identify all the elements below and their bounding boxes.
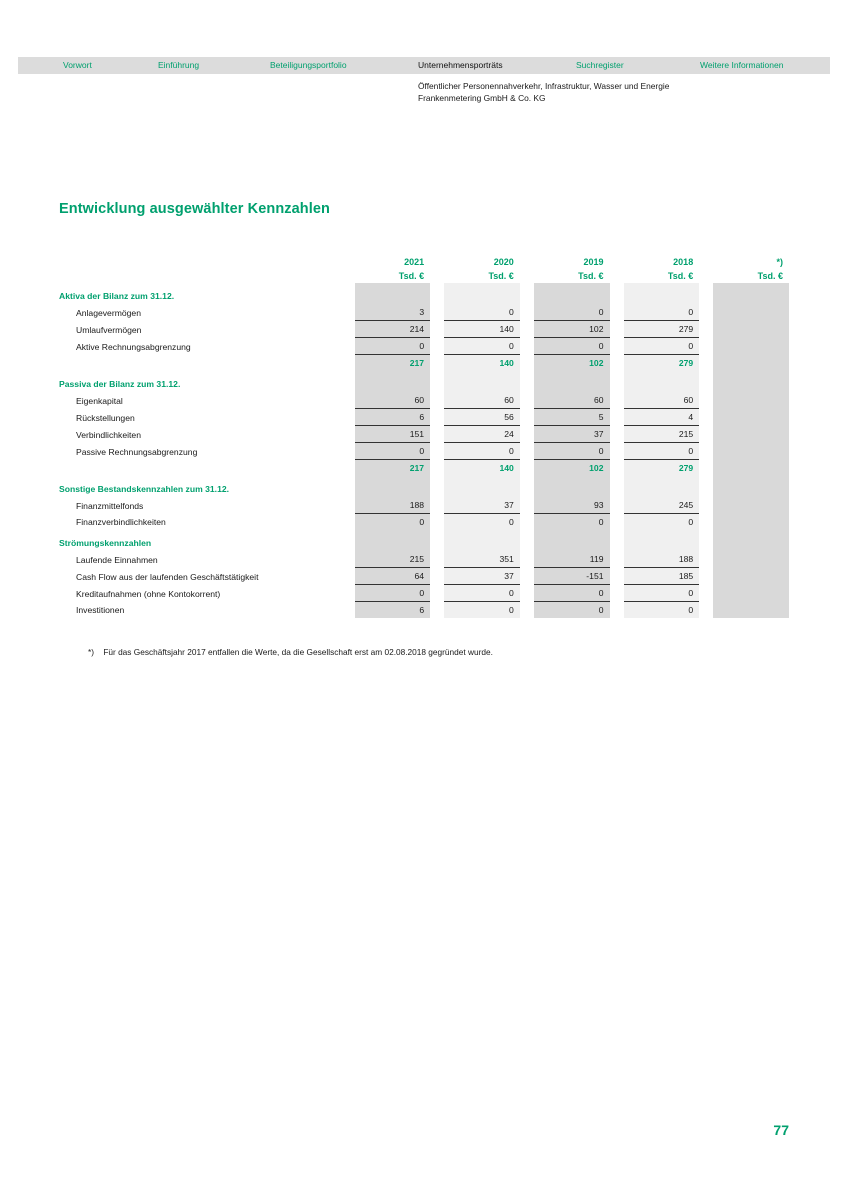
header-year-2020: 2020 bbox=[493, 257, 514, 267]
row-label: Aktive Rechnungsabgrenzung bbox=[76, 341, 191, 352]
group-spacer-cell bbox=[444, 476, 519, 497]
footnote-column-cell bbox=[713, 551, 789, 568]
row-value: 215 bbox=[355, 551, 430, 568]
row-value: 0 bbox=[624, 338, 699, 355]
row-value: 0 bbox=[534, 338, 609, 355]
row-value: 24 bbox=[444, 426, 519, 443]
document-header bbox=[418, 80, 669, 104]
footnote-column-cell bbox=[713, 338, 789, 355]
nav-item-beteiligungsportfolio[interactable]: Beteiligungsportfolio bbox=[270, 60, 347, 70]
page-title: Entwicklung ausgewählter Kennzahlen bbox=[59, 201, 330, 217]
row-label: Kreditaufnahmen (ohne Kontokorrent) bbox=[76, 588, 221, 599]
gap bbox=[699, 255, 713, 269]
row-value: 185 bbox=[624, 568, 699, 585]
table-row bbox=[59, 568, 789, 585]
table-header-units bbox=[59, 269, 789, 283]
group-spacer-cell bbox=[444, 530, 519, 551]
header-spacer bbox=[59, 255, 355, 269]
kpi-table bbox=[59, 255, 789, 618]
table-group-heading bbox=[59, 371, 789, 392]
group-spacer-cell bbox=[534, 371, 609, 392]
row-value: 0 bbox=[444, 338, 519, 355]
footnote-column-cell bbox=[713, 283, 789, 304]
table-header-years bbox=[59, 255, 789, 269]
row-label: Investitionen bbox=[76, 605, 125, 615]
row-value: 60 bbox=[534, 392, 609, 409]
row-value: 56 bbox=[444, 409, 519, 426]
footnote-column-cell bbox=[713, 460, 789, 477]
footnote-column-cell bbox=[713, 497, 789, 514]
row-value: 37 bbox=[444, 497, 519, 514]
footnote-column-cell bbox=[713, 568, 789, 585]
table-row bbox=[59, 585, 789, 602]
group-spacer-cell bbox=[444, 371, 519, 392]
row-value: 6 bbox=[355, 409, 430, 426]
header-year-footnote: *) bbox=[776, 257, 783, 267]
header-year-2018: 2018 bbox=[673, 257, 694, 267]
table-row bbox=[59, 338, 789, 355]
group-label-passiva: Passiva der Bilanz zum 31.12. bbox=[59, 379, 181, 389]
table-group-heading bbox=[59, 530, 789, 551]
footnote-column-cell bbox=[713, 304, 789, 321]
sum-value: 217 bbox=[355, 460, 430, 477]
row-value: 64 bbox=[355, 568, 430, 585]
row-value: 60 bbox=[355, 392, 430, 409]
group-spacer-cell bbox=[355, 476, 430, 497]
gap bbox=[699, 269, 713, 283]
gap bbox=[430, 255, 444, 269]
sum-label bbox=[59, 355, 355, 372]
row-value: 279 bbox=[624, 321, 699, 338]
header-unit-5: Tsd. € bbox=[757, 271, 783, 281]
sum-value: 279 bbox=[624, 460, 699, 477]
table-row bbox=[59, 304, 789, 321]
table-row bbox=[59, 514, 789, 531]
footnote-column-cell bbox=[713, 602, 789, 619]
nav-item-unternehmensportraets[interactable]: Unternehmensporträts bbox=[418, 60, 503, 70]
header-unit-1: Tsd. € bbox=[398, 271, 425, 281]
footnote bbox=[88, 647, 493, 657]
nav-item-einfuehrung[interactable]: Einführung bbox=[158, 60, 200, 70]
table-row bbox=[59, 443, 789, 460]
row-value: 102 bbox=[534, 321, 609, 338]
row-label: Verbindlichkeiten bbox=[76, 429, 141, 440]
group-spacer-cell bbox=[355, 371, 430, 392]
row-value: 37 bbox=[444, 568, 519, 585]
sum-value: 140 bbox=[444, 460, 519, 477]
table-group-heading bbox=[59, 476, 789, 497]
row-value: 0 bbox=[534, 443, 609, 460]
row-label: Anlagevermögen bbox=[76, 307, 141, 318]
gap bbox=[610, 255, 624, 269]
header-spacer bbox=[59, 269, 355, 283]
row-value: 188 bbox=[355, 497, 430, 514]
row-value: 0 bbox=[355, 514, 430, 531]
row-value: 0 bbox=[624, 514, 699, 531]
sum-label bbox=[59, 460, 355, 477]
nav-item-suchregister[interactable]: Suchregister bbox=[576, 60, 624, 70]
group-spacer-cell bbox=[624, 476, 699, 497]
row-value: 0 bbox=[444, 304, 519, 321]
row-value: 140 bbox=[444, 321, 519, 338]
footnote-column-cell bbox=[713, 530, 789, 551]
row-value: 5 bbox=[534, 409, 609, 426]
row-value: 0 bbox=[534, 304, 609, 321]
footnote-column-cell bbox=[713, 514, 789, 531]
group-label-sonstige-bestandskennzahlen: Sonstige Bestandskennzahlen zum 31.12. bbox=[59, 484, 230, 494]
row-value: 3 bbox=[355, 304, 430, 321]
row-label: Passive Rechnungsabgrenzung bbox=[76, 446, 198, 457]
row-value: 60 bbox=[444, 392, 519, 409]
row-value: 0 bbox=[624, 304, 699, 321]
row-label: Finanzmittelfonds bbox=[76, 500, 144, 511]
table-row bbox=[59, 497, 789, 514]
row-value: 0 bbox=[444, 585, 519, 602]
row-value: 4 bbox=[624, 409, 699, 426]
row-label: Eigenkapital bbox=[76, 395, 123, 406]
top-navigation-bar bbox=[18, 57, 830, 74]
row-value: 214 bbox=[355, 321, 430, 338]
group-spacer-cell bbox=[624, 283, 699, 304]
row-value: 351 bbox=[444, 551, 519, 568]
row-value: 119 bbox=[534, 551, 609, 568]
gap bbox=[610, 269, 624, 283]
row-value: 245 bbox=[624, 497, 699, 514]
row-value: 60 bbox=[624, 392, 699, 409]
row-value: 0 bbox=[355, 443, 430, 460]
group-label-stroemungskennzahlen: Strömungskennzahlen bbox=[59, 538, 152, 548]
table-sum-row bbox=[59, 460, 789, 477]
group-spacer-cell bbox=[624, 530, 699, 551]
table-row bbox=[59, 392, 789, 409]
row-label: Umlaufvermögen bbox=[76, 324, 142, 335]
footnote-column-cell bbox=[713, 355, 789, 372]
kpi-table-container bbox=[59, 255, 789, 618]
header-year-2019: 2019 bbox=[583, 257, 604, 267]
header-unit-4: Tsd. € bbox=[667, 271, 694, 281]
table-row bbox=[59, 551, 789, 568]
header-unit-3: Tsd. € bbox=[578, 271, 604, 281]
group-spacer-cell bbox=[355, 283, 430, 304]
row-value: 0 bbox=[444, 514, 519, 531]
header-year-2021: 2021 bbox=[404, 257, 425, 267]
footnote-column-cell bbox=[713, 443, 789, 460]
row-value: 0 bbox=[624, 443, 699, 460]
row-value: -151 bbox=[534, 568, 609, 585]
row-value: 93 bbox=[534, 497, 609, 514]
footnote-column-cell bbox=[713, 392, 789, 409]
row-value: 0 bbox=[624, 602, 699, 619]
row-value: 0 bbox=[355, 338, 430, 355]
page-number: 77 bbox=[773, 1122, 789, 1138]
row-value: 6 bbox=[355, 602, 430, 619]
sum-value: 279 bbox=[624, 355, 699, 372]
row-label: Finanzverbindlichkeiten bbox=[76, 517, 166, 527]
header-company-line: Frankenmetering GmbH & Co. KG bbox=[418, 93, 546, 103]
row-value: 37 bbox=[534, 426, 609, 443]
table-sum-row bbox=[59, 355, 789, 372]
group-spacer-cell bbox=[534, 283, 609, 304]
gap bbox=[520, 255, 534, 269]
row-label: Rückstellungen bbox=[76, 412, 135, 423]
group-spacer-cell bbox=[534, 530, 609, 551]
nav-item-vorwort[interactable]: Vorwort bbox=[63, 60, 92, 70]
group-spacer-cell bbox=[534, 476, 609, 497]
row-value: 215 bbox=[624, 426, 699, 443]
table-row bbox=[59, 426, 789, 443]
row-value: 0 bbox=[534, 602, 609, 619]
group-spacer-cell bbox=[444, 283, 519, 304]
row-value: 0 bbox=[624, 585, 699, 602]
row-label: Laufende Einnahmen bbox=[76, 554, 158, 565]
footnote-text: Für das Geschäftsjahr 2017 entfallen die Werte, da die Gesellschaft erst am 02.08.2018 gegründet wurde. bbox=[103, 647, 493, 657]
header-unit-2: Tsd. € bbox=[488, 271, 514, 281]
sum-value: 102 bbox=[534, 355, 609, 372]
sum-value: 140 bbox=[444, 355, 519, 372]
nav-item-weitere-informationen[interactable]: Weitere Informationen bbox=[700, 60, 784, 70]
footnote-column-cell bbox=[713, 585, 789, 602]
footnote-column-cell bbox=[713, 371, 789, 392]
group-spacer-cell bbox=[355, 530, 430, 551]
row-value: 0 bbox=[444, 443, 519, 460]
footnote-column-cell bbox=[713, 321, 789, 338]
sum-value: 217 bbox=[355, 355, 430, 372]
table-row bbox=[59, 321, 789, 338]
group-label-aktiva: Aktiva der Bilanz zum 31.12. bbox=[59, 291, 175, 301]
row-value: 0 bbox=[444, 602, 519, 619]
table-row bbox=[59, 602, 789, 619]
gap bbox=[520, 269, 534, 283]
footnote-marker: *) bbox=[88, 647, 94, 657]
row-value: 0 bbox=[534, 514, 609, 531]
footnote-column-cell bbox=[713, 426, 789, 443]
table-group-heading bbox=[59, 283, 789, 304]
row-value: 151 bbox=[355, 426, 430, 443]
footnote-column-cell bbox=[713, 409, 789, 426]
row-value: 188 bbox=[624, 551, 699, 568]
header-sector-line: Öffentlicher Personennahverkehr, Infrastruktur, Wasser und Energie bbox=[418, 81, 670, 91]
gap bbox=[430, 269, 444, 283]
row-label: Cash Flow aus der laufenden Geschäftstätigkeit bbox=[76, 571, 259, 582]
table-row bbox=[59, 409, 789, 426]
footnote-column-cell bbox=[713, 476, 789, 497]
sum-value: 102 bbox=[534, 460, 609, 477]
row-value: 0 bbox=[355, 585, 430, 602]
row-value: 0 bbox=[534, 585, 609, 602]
group-spacer-cell bbox=[624, 371, 699, 392]
